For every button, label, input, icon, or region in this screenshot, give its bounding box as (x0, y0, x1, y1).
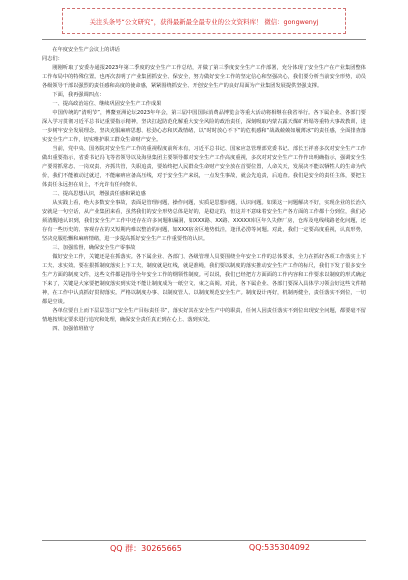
section-heading-3: 三、加强监督，确保安全生产零事故 (52, 245, 136, 251)
paragraph: 各单位要自上而下层层签订“安全生产目标责任书”，落实好其在安全生产中的职责，任何人因责任落实不到位出现安全问题，都要毫不留情地按规定要求进行追究和处理，确保安全责任真正到在心上、落到实处。 (42, 308, 366, 323)
header-banner (62, 8, 346, 34)
document-title: 在年度安全生产会议上的讲话 (52, 47, 120, 53)
paragraph: 中国传统的“清明节”，博鳌亚洲论坛2023年年会，第三届中国国际消费品博览会等重大活动将相继在我省举行。各下属企业、各部门要深入学习贯彻习近平总书记重要指示精神，坚决扛起防范化解重大安全风险的政治责任，深刻吸取内蒙古露天煤矿坍塌等重特大事故教训，进一步树牢安全发展理念，坚决克服麻痹思想、松劲心态和厌战情绪，以“时时放心不下”的危机感和“战战兢兢如履薄冰”的责任感，全面排查落实安全生产工作，切实维护职工群众生命财产安全。 (42, 110, 366, 143)
section-heading-2: 二、提高思想认识，增强责任感和紧迫感 (52, 191, 146, 197)
salutation: 同志们： (42, 56, 63, 62)
footer-divider (42, 540, 366, 541)
footer-qq-group: QQ 群：30265665 (110, 544, 182, 553)
section-heading-1: 一、提高政治站位、继续巩固安全生产工作成果 (52, 101, 162, 107)
paragraph: 做好安全工作，关键还是在抓落实。各下属企业、各部门、各级管理人员要围绕全年安全工作的总体要求，全力在抓好各项工作落实上下工夫、求实效。要在狠抓制度落实上下工夫，制度就是红线，就是准绳，我们要以制度的落实推动安全生产工作的标尺，我们下发了很多安全生产方面的制度文件，这些文件都是指导全年安全工作的纲领性制度。可以说，我们已经把方方面面的工作内容和工作要求以制度的形式确定下来了，关键是大家要把制度落实到实处不能让制度成为一纸空文、束之高阁。对此，各下属企业、各部门要深入具体学习领会好这些文件精神，在工作中认真抓好贯彻落实。严格以制度办事、以制度管人、以制度规范安全生产。制度设计再好，机制再健全，责任落实不到位，一切都是空谈。 (42, 254, 366, 305)
banner-text: 关注头条号“公文研究”，获得最新最全最专业的公文资料库！ 微信：gongwenyj (89, 17, 319, 26)
section-heading-4: 四、加强值班值守 (52, 326, 94, 332)
footer (110, 543, 310, 554)
footer-qq-contact: QQ:535304092 (248, 543, 310, 552)
paragraph: 下面，我再强调四点： (52, 92, 105, 98)
header-divider (42, 39, 366, 40)
paragraph: 当前，党中央、国务院对安全生产工作的重视程度前所未有，习近平总书记、国家应急管理部党委书记、部长王祥喜多次对安全生产工作做出重要指示，省委书记冯飞等省领导以及海垦集团主要领导都对安全生产工作高度重视，多次对对安全生产工作作出明确指示，强调安全生产要常抓常态、一岗双责、齐抓共管，失职追责，要始终把人民群众生命财产安全放在首要位置，人命关天，发展决不能以牺牲人的生命为代价，我们不能被动过就过，不能麻痹应备高压线，对于安全生产来说，一点发生事故，就会先追责，后追查。我们是安全的责任主体，要把主体责任永远担在肩上，不允许有任何侥幸。 (42, 146, 366, 188)
paragraph: 刚刚听取了安委办通报2023年第二季度的安全生产工作总结，并做了第三季度安全生产工作部署，充分体现了安全生产在产业集团整体工作布局中的特殊位置。也再次表明了产业集团抓安全、保安全，努力做好安全工作的坚定信心和坚强决心，我们要分析当前安全形势，动员各级领导干部以强烈的责任感和高度的使命感，紧紧围绕抓安全、开创安全生产的良好局面为产业集团发展提供坚强支撑。 (42, 65, 366, 89)
document-body (42, 46, 366, 334)
paragraph: 从实践上看，绝大多数安全事故，表面是管理问题，操作问题，实质是思想问题，认识问题。如果这一问题解决不好，实现企业的长治久安就是一句空话，从产业集团来看，虽然我们的安全形势总体是好的，是稳定的，但这并不意味着安全生产各方面的工作都十分到位，我们必须清醒地认识到，我们安全生产工作中还存在许多问题和漏洞，如XXX路、XX路、XXXXX库区年久失修厂房，仓库及电线线路老化问题，还存有一些历史的、客观存在的又短期内难以整治的问题，如XXX宿舍区地势低洼，逢汛必涝等问题。对此，我们一定要高度重视，认真形势，坚决克服松懈和麻痹情绪，进一步提高抓好安全生产工作重要性的认识。 (42, 200, 366, 242)
